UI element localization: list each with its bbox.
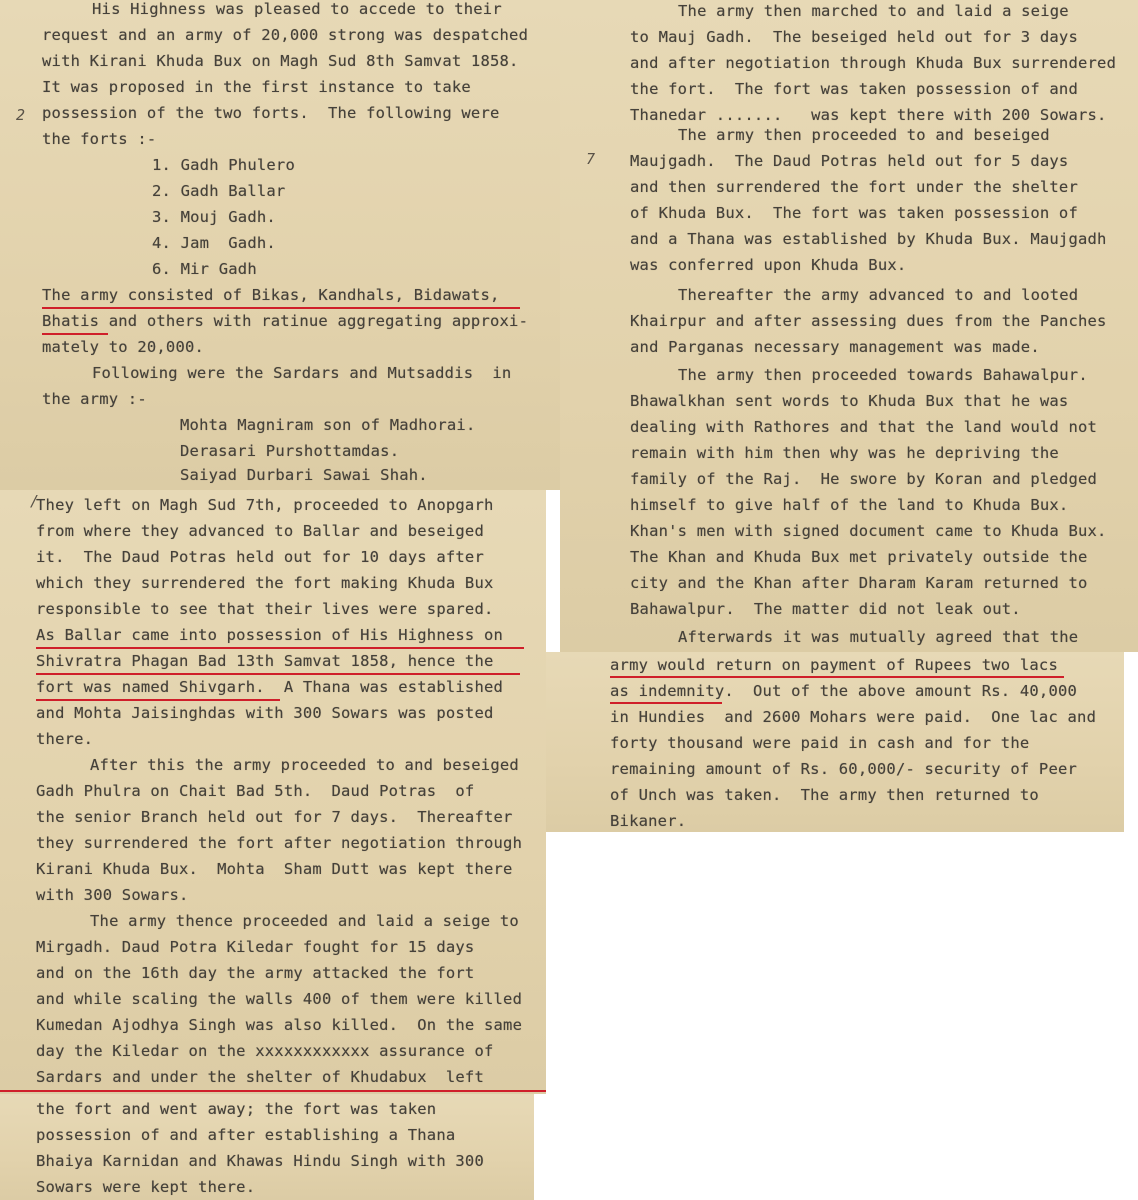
text-line: and a Thana was established by Khuda Bux. Maujgadh (630, 230, 1107, 248)
text-line: of Unch was taken. The army then returned to (610, 786, 1039, 804)
text-line: Khairpur and after assessing dues from the Panches (630, 312, 1107, 330)
text-line: army would return on payment of Rupees two lacs (610, 656, 1058, 674)
text-line: the senior Branch held out for 7 days. Thereafter (36, 808, 513, 826)
red-underline (36, 673, 520, 675)
red-underline (0, 1090, 546, 1092)
text-line: the fort. The fort was taken possession of and (630, 80, 1078, 98)
text-line: to Mauj Gadh. The beseiged held out for 3 days (630, 28, 1078, 46)
text-line: was conferred upon Khuda Bux. (630, 256, 907, 274)
text-line: as indemnity. Out of the above amount Rs. 40,000 (610, 682, 1078, 700)
text-line: and after negotiation through Khuda Bux surrendered (630, 54, 1117, 72)
text-line: The army then proceeded towards Bahawalpur. (678, 366, 1088, 384)
text-line: The army then proceeded to and beseiged (678, 126, 1050, 144)
text-line: Mohta Magniram son of Madhorai. (180, 416, 476, 434)
text-line: The Khan and Khuda Bux met privately outside the (630, 548, 1088, 566)
text-line: responsible to see that their lives were spared. (36, 600, 494, 618)
text-line: city and the Khan after Dharam Karam returned to (630, 574, 1088, 592)
text-line: possession of the two forts. The following were (42, 104, 500, 122)
text-line: and then surrendered the fort under the shelter (630, 178, 1078, 196)
text-line: Bhawalkhan sent words to Khuda Bux that he was (630, 392, 1069, 410)
red-underline (36, 647, 524, 649)
text-line: After this the army proceeded to and beseiged (90, 756, 519, 774)
text-line: Thereafter the army advanced to and looted (678, 286, 1079, 304)
text-line: Mirgadh. Daud Potra Kiledar fought for 15 days (36, 938, 475, 956)
clip-top-right (560, 0, 1138, 652)
list-item: 1. Gadh Phulero (152, 156, 295, 174)
text-line: The army then marched to and laid a seige (678, 2, 1069, 20)
margin-mark-2: 2 (16, 106, 26, 124)
text-line: and Mohta Jaisinghdas with 300 Sowars was posted (36, 704, 494, 722)
text-line: Khan's men with signed document came to Khuda Bux. (630, 522, 1107, 540)
text-line: Following were the Sardars and Mutsaddis in (92, 364, 512, 382)
text-line: His Highness was pleased to accede to their (92, 0, 502, 18)
list-item: 4. Jam Gadh. (152, 234, 276, 252)
margin-mark-7: 7 (586, 150, 596, 168)
red-underline (42, 333, 108, 335)
text-line: Maujgadh. The Daud Potras held out for 5 days (630, 152, 1069, 170)
red-underline (610, 702, 722, 704)
text-line: they surrendered the fort after negotiation through (36, 834, 523, 852)
text-line: They left on Magh Sud 7th, proceeded to Anopgarh (36, 496, 494, 514)
text-line: Sardars and under the shelter of Khudabux left (36, 1068, 484, 1086)
text-line: day the Kiledar on the xxxxxxxxxxxx assurance of (36, 1042, 494, 1060)
clip-top-left (0, 0, 560, 490)
text-line: Bhaiya Karnidan and Khawas Hindu Singh with 300 (36, 1152, 484, 1170)
list-item: 3. Mouj Gadh. (152, 208, 276, 226)
text-line: The army thence proceeded and laid a seige to (90, 912, 519, 930)
text-line: and while scaling the walls 400 of them were killed (36, 990, 523, 1008)
text-line: and Parganas necessary management was made. (630, 338, 1040, 356)
text-line: As Ballar came into possession of His Highness on (36, 626, 504, 644)
red-underline (42, 307, 520, 309)
text-line: request and an army of 20,000 strong was despatched (42, 26, 529, 44)
text-line: it. The Daud Potras held out for 10 days after (36, 548, 484, 566)
text-line: the fort and went away; the fort was taken (36, 1100, 437, 1118)
list-item: 2. Gadh Ballar (152, 182, 286, 200)
text-line: fort was named Shivgarh. A Thana was established (36, 678, 504, 696)
clip-bottom-left (0, 490, 546, 1094)
text-line: It was proposed in the first instance to take (42, 78, 471, 96)
text-line: Sowars were kept there. (36, 1178, 256, 1196)
text-line: remaining amount of Rs. 60,000/- security of Peer (610, 760, 1078, 778)
text-line: remain with him then why was he depriving the (630, 444, 1059, 462)
text-line: with Kirani Khuda Bux on Magh Sud 8th Samvat 1858. (42, 52, 519, 70)
text-line: in Hundies and 2600 Mohars were paid. One lac and (610, 708, 1097, 726)
text-line: Bhatis and others with ratinue aggregating approxi- (42, 312, 529, 330)
text-line: The army consisted of Bikas, Kandhals, Bidawats, (42, 286, 500, 304)
text-line: from where they advanced to Ballar and beseiged (36, 522, 484, 540)
text-line: Thanedar ....... was kept there with 200 Sowars. (630, 106, 1107, 124)
list-item: 6. Mir Gadh (152, 260, 257, 278)
text-line: the forts :- (42, 130, 157, 148)
text-line: of Khuda Bux. The fort was taken possession of (630, 204, 1078, 222)
text-line: Bikaner. (610, 812, 687, 830)
text-line: Saiyad Durbari Sawai Shah. (180, 466, 428, 484)
text-line: Shivratra Phagan Bad 13th Samvat 1858, hence the (36, 652, 494, 670)
red-underline (610, 676, 1064, 678)
text-line: Derasari Purshottamdas. (180, 442, 400, 460)
text-line: Kirani Khuda Bux. Mohta Sham Dutt was kept there (36, 860, 513, 878)
text-line: which they surrendered the fort making Khuda Bux (36, 574, 494, 592)
text-line: mately to 20,000. (42, 338, 205, 356)
clip-bottom-right (546, 652, 1124, 832)
text-line: there. (36, 730, 94, 748)
text-line: the army :- (42, 390, 147, 408)
text-line: possession of and after establishing a Thana (36, 1126, 456, 1144)
text-line: himself to give half of the land to Khuda Bux. (630, 496, 1069, 514)
text-line: Kumedan Ajodhya Singh was also killed. On the same (36, 1016, 523, 1034)
clip-bottom-left-continued (0, 1094, 534, 1200)
text-line: Bahawalpur. The matter did not leak out. (630, 600, 1021, 618)
text-line: dealing with Rathores and that the land would not (630, 418, 1098, 436)
text-line: Gadh Phulra on Chait Bad 5th. Daud Potras of (36, 782, 475, 800)
text-line: and on the 16th day the army attacked the fort (36, 964, 475, 982)
text-line: forty thousand were paid in cash and for the (610, 734, 1030, 752)
text-line: family of the Raj. He swore by Koran and pledged (630, 470, 1098, 488)
red-underline (36, 699, 280, 701)
margin-mark-slash: / (30, 492, 40, 510)
text-line: Afterwards it was mutually agreed that the (678, 628, 1079, 646)
text-line: with 300 Sowars. (36, 886, 189, 904)
